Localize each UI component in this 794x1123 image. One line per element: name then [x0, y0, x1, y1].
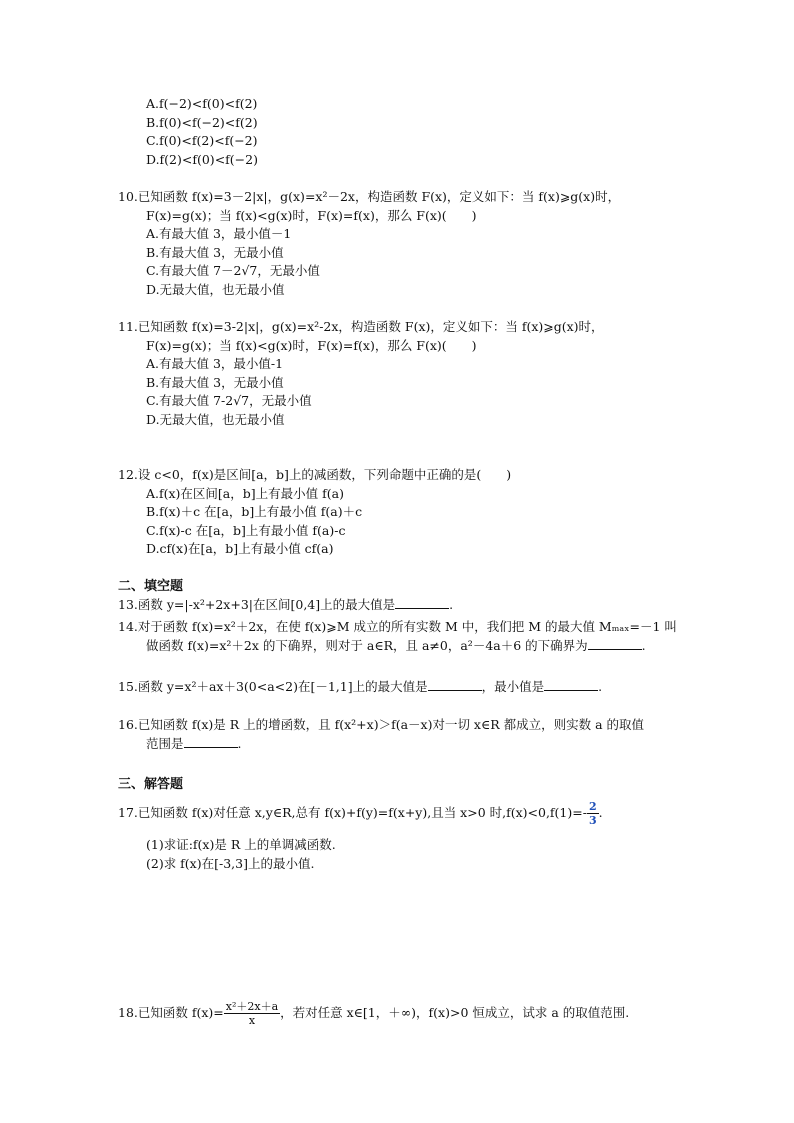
fraction-denominator: 3: [588, 814, 597, 827]
fraction-numerator: 2: [588, 800, 597, 813]
option-a: A.f(−2)<f(0)<f(2): [146, 96, 258, 111]
fraction-denominator: x: [248, 1014, 256, 1027]
question-11-stem-line2: F(x)=g(x)；当 f(x)<g(x)时，F(x)=f(x)，那么 F(x)( ): [146, 337, 477, 353]
question-14: [118, 618, 718, 655]
option-d: D.cf(x)在[a，b]上有最小值 cf(a): [146, 541, 334, 556]
option-d: D.无最大值，也无最小值: [146, 411, 285, 427]
question-18-rest: ，若对任意 x∈[1，＋∞)，f(x)>0 恒成立，试求 a 的取值范围.: [280, 1005, 630, 1020]
option-c: C.有最大值 7-2√7，无最小值: [146, 393, 312, 408]
section-heading-fill-in: 二、填空题: [118, 579, 184, 594]
question-17-part-1: (1)求证:f(x)是 R 上的单调减函数.: [146, 837, 336, 852]
option-a: A.有最大值 3，最小值-1: [146, 356, 284, 371]
question-11: [118, 318, 718, 429]
section-heading-solutions: 三、解答题: [118, 777, 184, 792]
question-14-line2: 做函数 f(x)=x²＋2x 的下确界，则对于 a∈R，且 a≠0，a²－4a＋6 的下确界为: [146, 637, 588, 653]
option-b: B.f(x)＋c 在[a，b]上有最小值 f(a)＋c: [146, 504, 363, 519]
option-c: C.有最大值 7－2√7，无最小值: [146, 263, 320, 278]
question-14-period: .: [641, 637, 646, 653]
question-12: [118, 466, 718, 559]
question-17-part-2: (2)求 f(x)在[-3,3]上的最小值.: [146, 855, 315, 871]
fraction-numerator: x²＋2x＋a: [225, 1000, 279, 1013]
question-17: [118, 800, 718, 827]
question-13-period: .: [449, 597, 454, 612]
question-17-parts: [118, 836, 718, 873]
question-10-stem-line1: 10.已知函数 f(x)=3－2|x|，g(x)=x²－2x，构造函数 F(x)，定义如下：当 f(x)⩾g(x)时，: [118, 189, 621, 204]
answer-blank-min: [544, 678, 598, 691]
option-b: B.有最大值 3，无最小值: [146, 244, 284, 260]
fraction-two-thirds: [587, 800, 599, 827]
question-15: [118, 678, 718, 697]
question-14-line1: 14.对于函数 f(x)=x²＋2x，在使 f(x)⩾M 成立的所有实数 M 中，我们把 M 的最大值 Mₘₐₓ=－1 叫: [118, 619, 677, 634]
question-10-stem-line2: F(x)=g(x)；当 f(x)<g(x)时，F(x)=f(x)，那么 F(x)( ): [146, 207, 477, 223]
question-10: [118, 188, 718, 299]
question-18-lead: 18.已知函数 f(x)=: [118, 1005, 224, 1020]
option-a: A.f(x)在区间[a，b]上有最小值 f(a): [146, 485, 344, 501]
question-16-line2: 范围是: [146, 735, 184, 751]
answer-blank-max: [428, 678, 482, 691]
option-c: C.f(0)<f(2)<f(−2): [146, 133, 258, 148]
question-12-stem: 12.设 c<0，f(x)是区间[a，b]上的减函数，下列命题中正确的是( ): [118, 467, 512, 482]
question-16: [118, 716, 718, 753]
question-16-period: .: [237, 735, 242, 751]
question-15-text: 15.函数 y=x²＋ax＋3(0<a<2)在[－1,1]上的最大值是: [118, 679, 428, 694]
question-16-line1: 16.已知函数 f(x)是 R 上的增函数，且 f(x²+x)＞f(a－x)对一切 x∈R 都成立，则实数 a 的取值: [118, 717, 645, 732]
answer-blank: [588, 637, 642, 650]
option-a: A.有最大值 3，最小值－1: [146, 226, 292, 241]
option-b: B.有最大值 3，无最小值: [146, 374, 284, 390]
option-d: D.f(2)<f(0)<f(−2): [146, 151, 258, 167]
question-13-text: 13.函数 y=|-x²+2x+3|在区间[0,4]上的最大值是: [118, 597, 396, 612]
question-18: [118, 1000, 718, 1027]
answer-blank: [395, 596, 449, 609]
question-13: [118, 596, 718, 615]
option-c: C.f(x)-c 在[a，b]上有最小值 f(a)-c: [146, 522, 346, 538]
answer-blank: [184, 735, 238, 748]
question-9-options: [118, 95, 718, 169]
question-15-mid: ，最小值是: [481, 679, 545, 694]
option-d: D.无最大值，也无最小值: [146, 281, 285, 297]
question-15-period: .: [598, 679, 603, 694]
question-17-stem: 17.已知函数 f(x)对任意 x,y∈R,总有 f(x)+f(y)=f(x+y),且当 x>0 时,f(x)<0,f(1)=-: [118, 805, 587, 820]
question-17-period: .: [598, 805, 603, 820]
question-11-stem-line1: 11.已知函数 f(x)=3-2|x|，g(x)=x²-2x，构造函数 F(x)，定义如下：当 f(x)⩾g(x)时，: [118, 319, 604, 334]
option-b: B.f(0)<f(−2)<f(2): [146, 114, 258, 130]
fraction-expression: [224, 1000, 280, 1027]
